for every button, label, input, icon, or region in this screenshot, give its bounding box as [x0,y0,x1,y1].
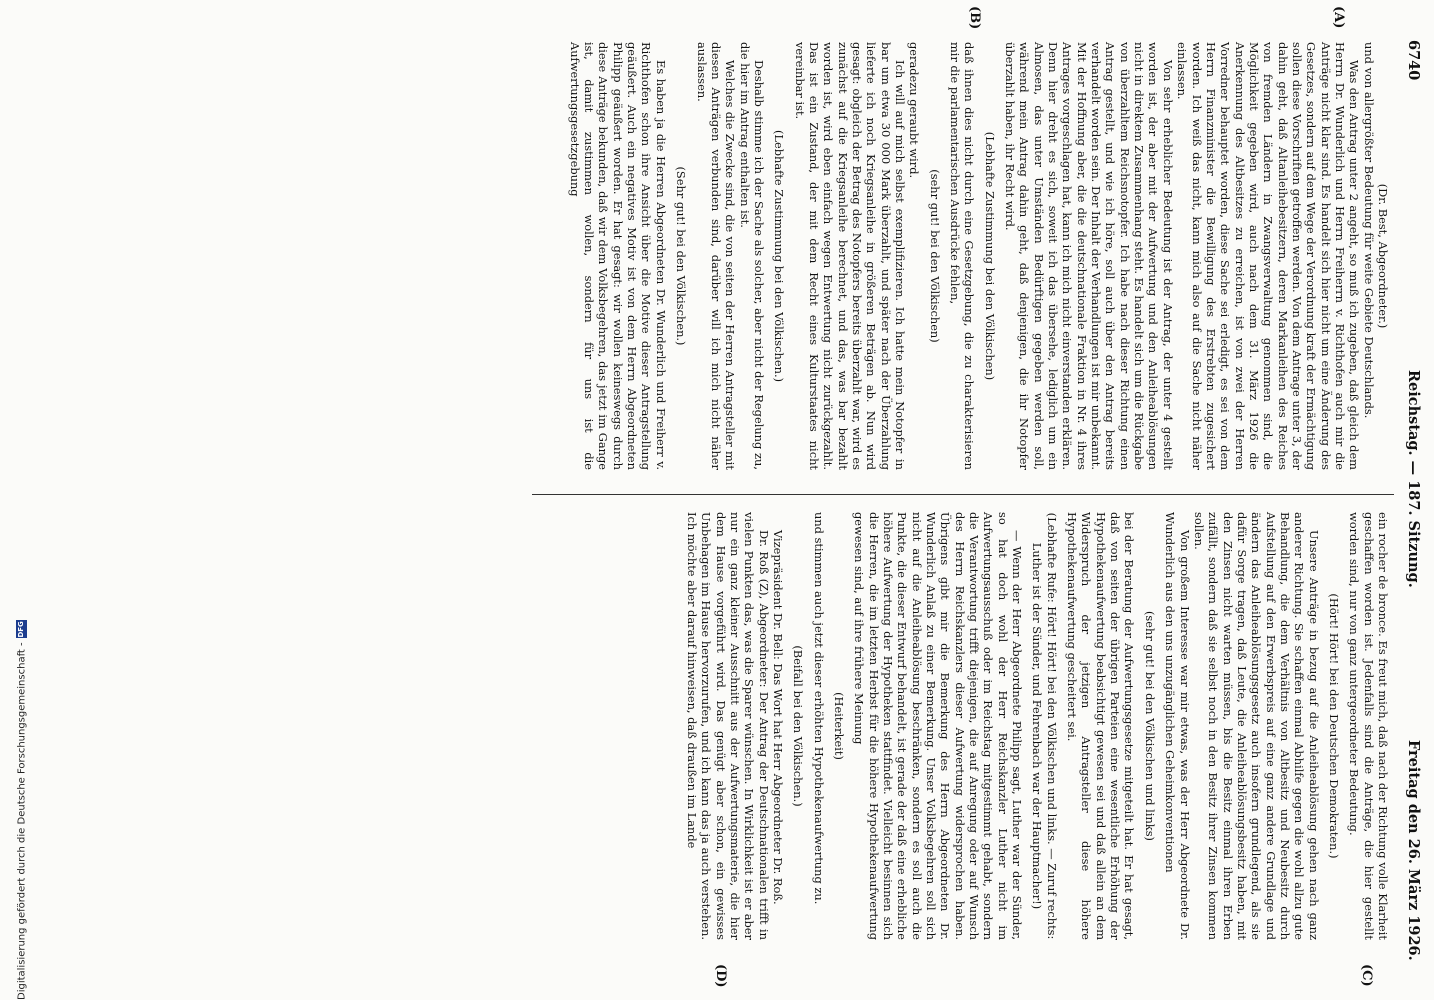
paragraph: Ich will auf mich selbst exemplifizieren. Ich hatte mein Notopfer in bar um etwa 30 000 Mark überzahlt, und später nach der Überzahlung lieferte ich noch Kriegsanleihe in größeren Beträgen ab. Nun wird gesagt: obgleich der Betrag des Notopfers bereits überzahlt war, wird es zunächst auf die Kriegsanleihe berechnet, und das, was bar bezahlt worden ist, wird eben einfach wegen Entwertung nicht zurückgezahlt. Das ist ein Zustand, der mit dem Recht eines Kulturstaates nicht vereinbar ist. [792,42,907,470]
column-rule [532,494,1394,495]
digitization-credit [16,0,32,1000]
interjection: (Lebhafte Zustimmung bei den Völkischen.) [772,129,787,383]
paragraph: Von großem Interesse war mir etwas, was der Herr Abgeordnete Dr. Wunderlich aus den uns unzugänglichen Geheimkonventionen [1163,512,1192,940]
dfg-logo: DFG [17,621,25,638]
paragraph: geradezu geraubt wird. [907,42,922,179]
interjection: (Heiterkeit) [831,692,846,760]
paragraph: Es haben ja die Herren Abgeordneten Dr. Wunderlich und Freiherr v. Richthofen schon ihre Ansicht über die Motive dieser Antragstellung geäußert. Auch ein negatives Motiv ist von dem Herrn Abgeordneten Philipp geäußert worden. Er hat gesagt: wir wollen keineswegs durch diese Anträge bekunden, daß wir dem Volksbegehren, das jetzt im Gange ist, damit zustimmen wollen, sondern für uns ist die Aufwertungsgesetzgebung [567,42,668,470]
margin-marker-a: (A) [1331,6,1346,29]
margin-marker-b: (B) [967,6,982,30]
interjection: (Hört! Hört! bei den Deutschen Demokraten.) [1326,593,1341,859]
page-number: 6740 [1405,40,1422,81]
paragraph: Was den Antrag unter 2 angeht, so muß ich zugeben, daß gleich dem Herrn Dr. Wunderlich und Herrn Freiherrn v. Richthofen auch mir die Anträge nicht klar sind. Es handelt sich hier nicht um eine Änderung des Gesetzes, sondern auf dem Wege der Verordnung kraft der Ermächtigung sollen diese Vorschriften getroffen werden. Von dem Antrage unter 3, der dahin geht, daß Altanleihebesitzern, deren Markanleihen des Reiches von fremden Ländern in Zwangsverwaltung genommen sind, die Möglichkeit gegeben wird, auch nach dem 31. März 1926 die Anerkennung des Altbesitzes zu erreichen, ist von zwei der Herren Vorredner behauptet worden, diese Sache sei erledigt, es sei von dem Herrn Finanzminister die Bewilligung des Erstrebten zugesichert worden. Ich weiß das nicht, kann mich also auf die Sache nicht näher einlassen. [1175,42,1362,470]
interjection: (Lebhafte Rufe: Hört! Hört! bei den Völkischen und links. — Zuruf rechts: Luther ist der Sünder, und Fehrenbach war der Hauptmacher!) [1030,512,1059,940]
paragraph: bei der Beratung der Aufwertungsgesetze mitgeteilt hat. Er hat gesagt, daß von seiten der übrigen Parteien eine wesentliche Erhöhung der Hypothekenaufwertung beabsichtigt gewesen sei und daß allein an dem Widerspruch der jetzigen Antragsteller diese höhere Hypothekenaufwertung gescheitert sei. [1065,512,1137,940]
credit-text: Digitalisierung gefördert durch die Deutsche Forschungsgemeinschaft - [16,642,28,1000]
interjection: (Beifall bei den Völkischen.) [791,645,806,807]
interjection: (Sehr gut! bei den Völkischen.) [674,166,689,346]
interjection: (sehr gut! bei den Völkischen) [927,169,942,343]
left-column [567,42,1390,470]
running-header-center: Reichstag. — 187. Sitzung. [1405,370,1422,588]
paragraph: daß ihnen dies nicht durch eine Gesetzgebung, die zu charakterisieren mir die parlamentarischen Ausdrücke fehlen, [948,42,977,470]
paragraph: Unsere Anträge in bezug auf die Anleiheablösung gehen nach ganz anderer Richtung. Sie schaffen einmal Abhilfe gegen die wohl allzu gute Behandlung, die dem Verhältnis von Altbesitz und Neubesitz durch Aufstellung auf den Erwerbspreis auf eine ganz andere Grundlage und ändern das Anleiheablösungsgesetz auch insofern grundlegend, als sie dafür Sorge tragen, daß Leute, die Anleiheablösungsbesitz haben, mit den Zinsen nicht warten müssen, bis die Besitz einmal ihren Erben zufällt, sondern daß sie selbst noch in den Besitz ihrer Zinsen kommen sollen. [1191,512,1321,940]
paragraph: Vizepräsident Dr. Bell: Das Wort hat Herr Abgeordneter Dr. Roß. [770,530,785,905]
paragraph: Dr. Roß (Z), Abgeordneter: Der Antrag der Deutschnationalen trifft in vielen Punkten das, was die Sparer wünschen. In Wirklichkeit ist er aber nur ein ganz kleiner Ausschnitt aus der Aufwertungsmaterie, die hier dem Hause vorgeführt wird. Das genügt aber schon, ein gewisses Unbehagen im Hause hervorzurufen, und ich kann das ja auch verstehen. Ich möchte aber darauf hinweisen, daß draußen im Lande [684,512,771,940]
running-header-date: Freitag den 26. März 1926. [1405,740,1422,961]
paragraph: ein rocher de bronce. Es freut mich, daß nach der Richtung volle Klarheit geschaffen worden ist. Jedenfalls sind die Anträge, die hier gestellt worden sind, nur von ganz untergeordneter Bedeutung. [1347,512,1390,940]
paragraph: und stimmen auch jetzt dieser erhöhten Hypothekenaufwertung zu. [811,512,826,905]
paragraph: und von allergrößter Bedeutung für weite Gebiete Deutschlands. [1361,42,1376,419]
paragraph: Deshalb stimme ich der Sache als solcher, aber nicht der Regelung zu, die hier im Antrag enthalten ist. [737,42,766,470]
margin-marker-c: (C) [1359,964,1374,987]
margin-marker-d: (D) [713,964,728,988]
right-column [685,512,1390,940]
speaker-line: (Dr. Best, Abgeordneter.) [1376,183,1390,329]
paragraph: — Wenn der Herr Abgeordnete Philipp sagt, Luther war der Sünder, so hat doch wohl der Herr Reichskanzler Luther nicht im Aufwertungsausschuß oder im Reichstag mitgestimmt gehabt, sondern die Verantwortung trifft diejenigen, die auf Anregung oder auf Wunsch des Herrn Reichskanzlers dieser Aufwertung widersprochen haben. Übrigens gibt mir die Bemerkung des Herrn Abgeordneten Dr. Wunderlich Anlaß zu einer Bemerkung. Unser Volksbegehren soll sich nicht auf die Anleiheablösung beschränken, sondern es soll auch die Punkte, die dieser Entwurf behandelt, ist gerade der daß eine erhebliche höhere Aufwertung der Hypotheken stattfindet. Vielleicht besinnen sich die Herren, die im letzten Herbst für die höhere Hypothekenaufwertung gewesen sind, auf ihre frühere Meinung [852,512,1025,940]
interjection: (Lebhafte Zustimmung bei den Völkischen) [982,131,997,381]
paragraph: Welches die Zwecke sind, die von seiten der Herren Antragsteller mit diesen Anträgen verbunden sind, darüber will ich mich nicht näher auslassen. [694,42,738,470]
paragraph: Von sehr erheblicher Bedeutung ist der Antrag, der unter 4 gestellt worden ist, der aber mit der Aufwertung und den Anleiheablösungen nicht in direktem Zusammenhang steht. Es handelt sich um die Rückgabe von überzahltem Reichsnotopfer. Ich habe nach dieser Richtung einen Antrag gestellt, und wie ich höre, soll auch über den Antrag bereits verhandelt worden sein. Der Inhalt der Verhandlungen ist mir unbekannt. Mit der Hoffnung aber, die die deutschnationale Fraktion in Nr. 4 ihres Antrages vorgeschlagen hat, kann ich mich nicht einverstanden erklären. Denn hier dreht es sich, soweit ich das übersehe, lediglich um ein Almosen, das unter Umständen Bedürftigen gegeben werden soll, während mein Antrag dahin geht, daß denjenigen, die ihr Notopfer überzahlt haben, ihr Recht wird. [1003,42,1175,470]
interjection: (sehr gut! bei den Völkischen und links) [1142,610,1157,841]
